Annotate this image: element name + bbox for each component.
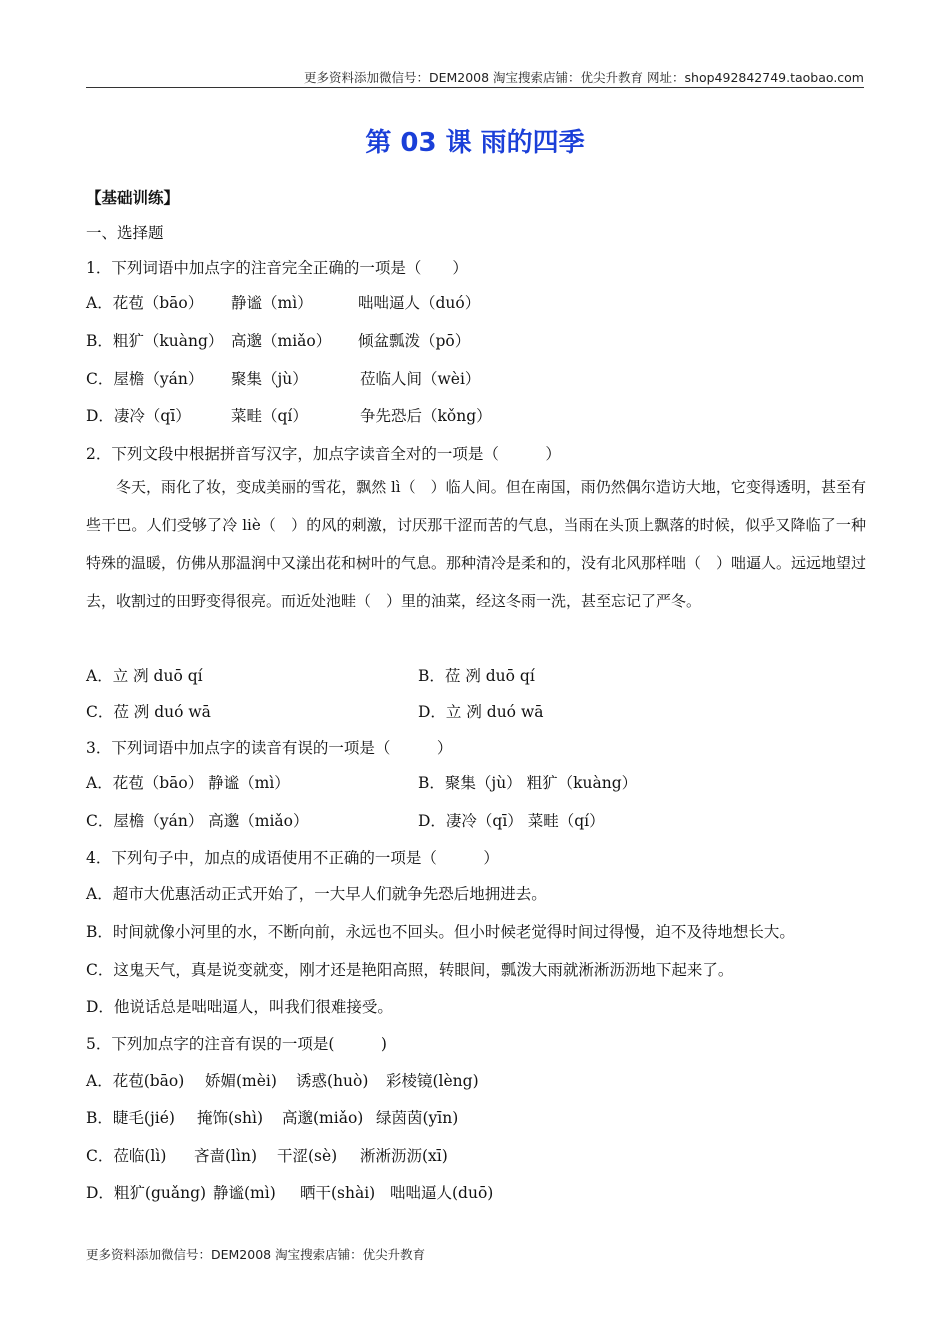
q1-option-d-1: D．凄冷（qī） bbox=[86, 407, 191, 425]
q3-option-c: C．屋檐（yán） 高邈（miǎo） bbox=[86, 812, 309, 830]
q4-option-d: D．他说话总是咄咄逼人，叫我们很难接受。 bbox=[86, 998, 393, 1016]
q1-option-d-3: 争先恐后（kǒng） bbox=[360, 407, 492, 425]
q5-option-d-1: D．粗犷(guǎng) bbox=[86, 1184, 207, 1202]
q1-option-c-1: C．屋檐（yán） bbox=[86, 370, 204, 388]
q1-option-a-3: 咄咄逼人（duó） bbox=[358, 294, 481, 312]
q4-option-c: C．这鬼天气，真是说变就变，刚才还是艳阳高照，转眼间，瓢泼大雨就淅淅沥沥地下起来了。 bbox=[86, 961, 734, 979]
q5-option-c-3: 干涩(sè) bbox=[277, 1147, 338, 1165]
q5-option-a-4: 彩棱镜(lèng) bbox=[386, 1072, 479, 1090]
q2-option-d: D．立 冽 duó wā bbox=[418, 703, 544, 721]
q5-option-b-2: 掩饰(shì) bbox=[197, 1109, 263, 1127]
q5-option-d-4: 咄咄逼人(duō) bbox=[390, 1184, 494, 1202]
page-header: 更多资料添加微信号：DEM2008 淘宝搜索店铺：优尖升教育 网址：shop492842749.taobao.com bbox=[303, 70, 864, 85]
q2-option-a: A．立 冽 duō qí bbox=[86, 667, 203, 685]
q1-option-b-3: 倾盆瓢泼（pō） bbox=[358, 332, 471, 350]
q2-option-c: C．莅 冽 duó wā bbox=[86, 703, 211, 721]
q1-option-b-1: B．粗犷（kuàng） bbox=[86, 332, 224, 350]
q5-option-d-2: 静谧(mì) bbox=[213, 1184, 276, 1202]
q5-stem: 5．下列加点字的注音有误的一项是( ) bbox=[86, 1035, 387, 1053]
q5-option-a-3: 诱惑(huò) bbox=[296, 1072, 369, 1090]
q3-option-b: B．聚集（jù） 粗犷（kuàng） bbox=[418, 774, 638, 792]
q5-option-b-1: B．睫毛(jié) bbox=[86, 1109, 175, 1127]
q2-passage: 冬天，雨化了妆，变成美丽的雪花，飘然 lì（ ）临人间。但在南国，雨仍然偶尔造访大地，它变得透明，甚至有些干巴。人们受够了冷 liè（ ）的风的刺激，讨厌那干涩而苦的气息，当雨在头顶上飘落的时候，似乎又降临了一种特殊的温暖，仿佛从那温润中又漾出花和树叶的气息。那种清冷是柔和的，没有北风那样咄（ ）咄逼人。远远地望过去，收割过的田野变得很亮。而近处池畦（ ）里的油菜，经这冬雨一洗，甚至忘记了严冬。 bbox=[86, 478, 867, 610]
q5-option-b-4: 绿茵茵(yīn) bbox=[376, 1109, 459, 1127]
header-divider bbox=[86, 87, 864, 88]
q5-option-c-2: 吝啬(lìn) bbox=[194, 1147, 257, 1165]
q5-option-a-2: 娇媚(mèi) bbox=[205, 1072, 277, 1090]
q4-option-a: A．超市大优惠活动正式开始了，一大早人们就争先恐后地拥进去。 bbox=[86, 885, 547, 903]
q5-option-b-3: 高邈(miǎo) bbox=[282, 1109, 364, 1127]
q2-stem: 2．下列文段中根据拼音写汉字，加点字读音全对的一项是（ ） bbox=[86, 445, 561, 463]
section-heading: 【基础训练】 bbox=[86, 188, 180, 207]
q4-stem: 4．下列句子中，加点的成语使用不正确的一项是（ ） bbox=[86, 849, 499, 867]
q5-option-d-3: 晒干(shài) bbox=[300, 1184, 376, 1202]
q4-option-b: B．时间就像小河里的水，不断向前，永远也不回头。但小时候老觉得时间过得慢，迫不及待地想长大。 bbox=[86, 923, 795, 941]
q1-option-b-2: 高邈（miǎo） bbox=[231, 332, 332, 350]
page-title: 第 03 课 雨的四季 bbox=[365, 128, 585, 158]
q3-option-a: A．花苞（bāo） 静谧（mì） bbox=[86, 774, 290, 792]
q5-option-a-1: A．花苞(bāo) bbox=[86, 1072, 185, 1090]
q1-option-c-3: 莅临人间（wèi） bbox=[360, 370, 481, 388]
q2-option-b: B．莅 冽 duō qí bbox=[418, 667, 535, 685]
q3-option-d: D．凄冷（qī） 菜畦（qí） bbox=[418, 812, 605, 830]
page-footer: 更多资料添加微信号：DEM2008 淘宝搜索店铺：优尖升教育 bbox=[86, 1247, 426, 1262]
q5-option-c-4: 淅淅沥沥(xī) bbox=[360, 1147, 448, 1165]
q3-stem: 3．下列词语中加点字的读音有误的一项是（ ） bbox=[86, 739, 453, 757]
q5-option-c-1: C．莅临(lì) bbox=[86, 1147, 167, 1165]
q1-option-a-1: A．花苞（bāo） bbox=[86, 294, 204, 312]
part-heading: 一、选择题 bbox=[86, 224, 164, 242]
q1-option-d-2: 菜畦（qí） bbox=[231, 407, 308, 425]
q1-option-a-2: 静谧（mì） bbox=[231, 294, 313, 312]
q1-option-c-2: 聚集（jù） bbox=[231, 370, 308, 388]
q1-stem: 1．下列词语中加点字的注音完全正确的一项是（ ） bbox=[86, 259, 468, 277]
